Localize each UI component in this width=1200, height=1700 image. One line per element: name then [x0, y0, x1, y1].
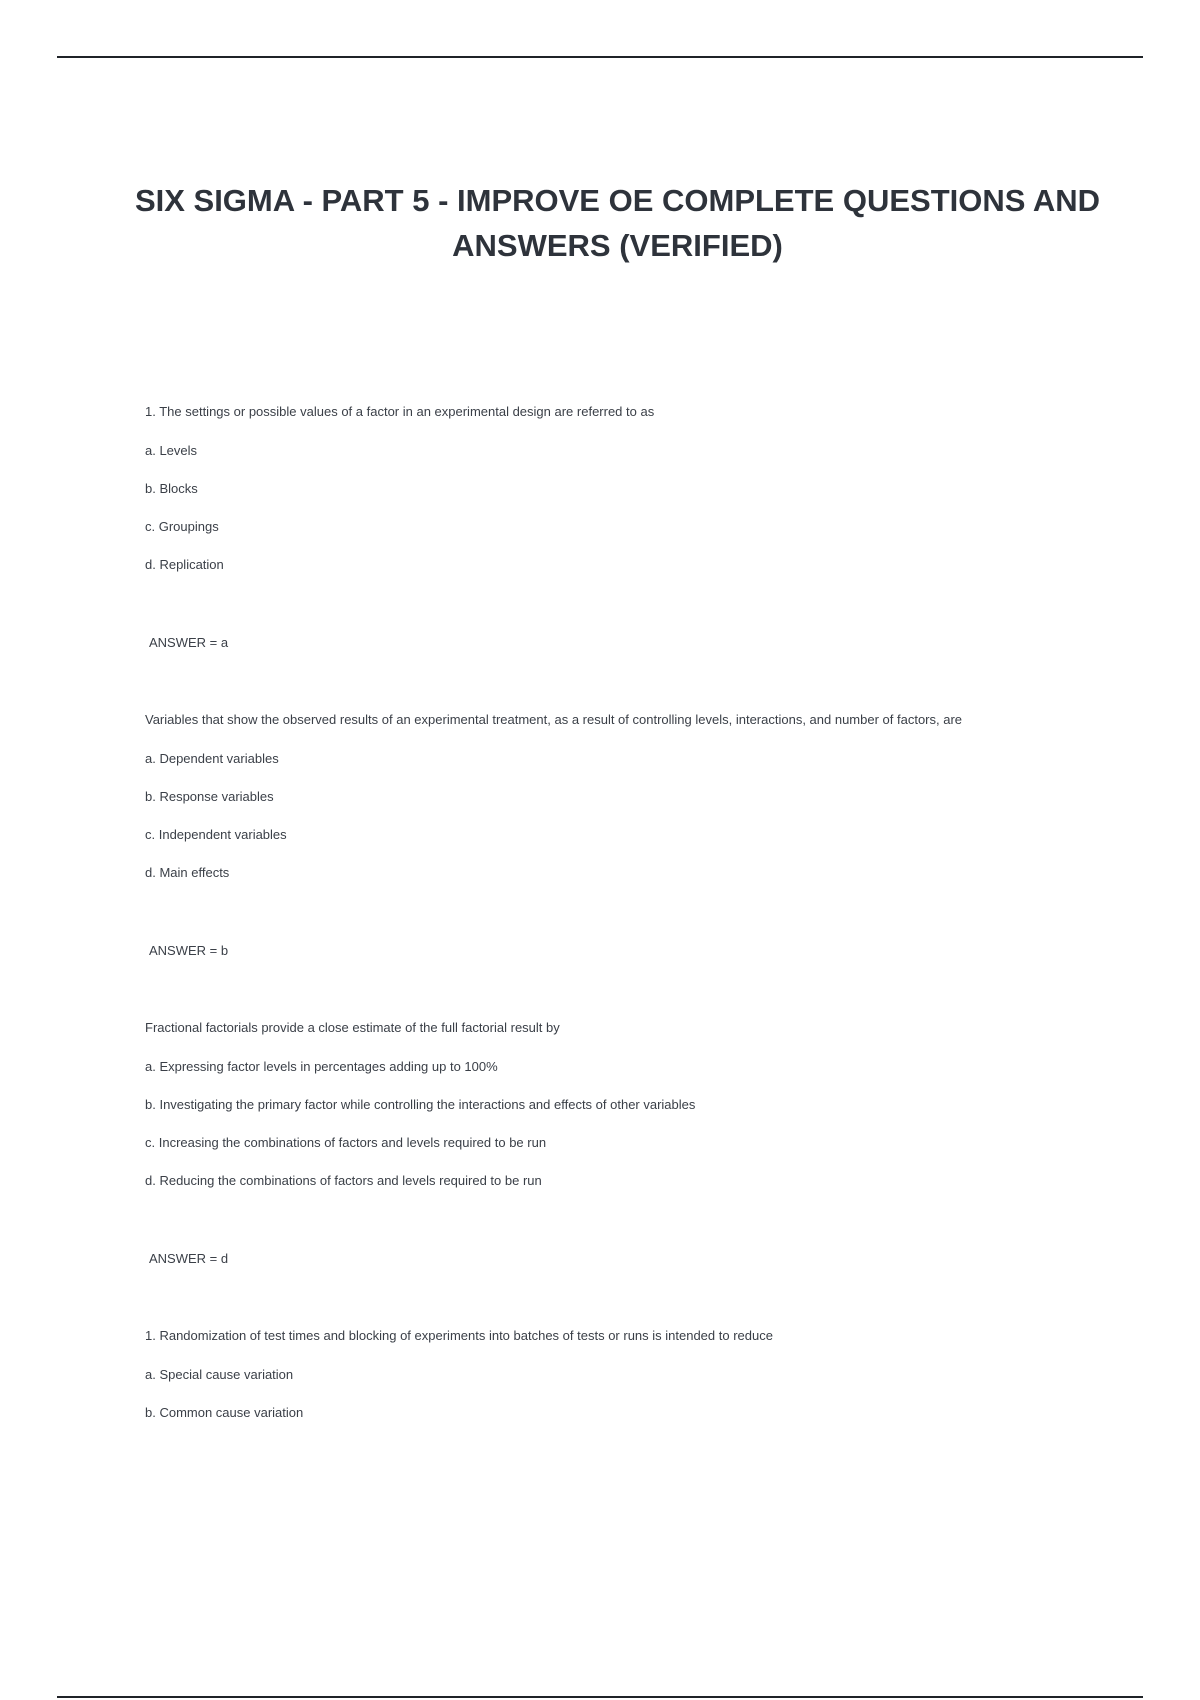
question-text: Fractional factorials provide a close estimate of the full factorial result by [145, 1020, 560, 1035]
question-3 [145, 1020, 1145, 1267]
option-d: d. Main effects [145, 865, 230, 880]
answer-text: ANSWER = b [149, 943, 229, 958]
option-a: a. Levels [145, 443, 198, 458]
option-d: d. Replication [145, 557, 224, 572]
option-b: b. Investigating the primary factor while controlling the interactions and effects of other variables [145, 1097, 696, 1112]
question-text: 1. The settings or possible values of a factor in an experimental design are referred to as [145, 404, 655, 419]
question-text: 1. Randomization of test times and blocking of experiments into batches of tests or runs is intended to reduce [145, 1328, 773, 1343]
option-b: b. Blocks [145, 481, 198, 496]
option-d: d. Reducing the combinations of factors and levels required to be run [145, 1173, 542, 1188]
option-a: a. Dependent variables [145, 751, 279, 766]
option-b: b. Response variables [145, 789, 274, 804]
option-c: c. Groupings [145, 519, 219, 534]
question-4 [145, 1328, 1145, 1421]
option-c: c. Independent variables [145, 827, 287, 842]
answer-text: ANSWER = d [149, 1251, 229, 1266]
question-1 [145, 404, 1145, 651]
header-rule [57, 56, 1143, 58]
footer-rule [57, 1696, 1143, 1698]
question-2 [145, 712, 1145, 959]
document-title: SIX SIGMA - PART 5 - IMPROVE OE COMPLETE QUESTIONS AND ANSWERS (VERIFIED) [134, 183, 1101, 263]
question-text: Variables that show the observed results of an experimental treatment, as a result of controlling levels, interactions, and number of factors, are [145, 712, 963, 727]
document-body [145, 404, 1145, 1443]
answer-text: ANSWER = a [149, 635, 229, 650]
option-c: c. Increasing the combinations of factors and levels required to be run [145, 1135, 547, 1150]
option-a: a. Expressing factor levels in percentages adding up to 100% [145, 1059, 498, 1074]
option-a: a. Special cause variation [145, 1367, 294, 1382]
option-b: b. Common cause variation [145, 1405, 304, 1420]
